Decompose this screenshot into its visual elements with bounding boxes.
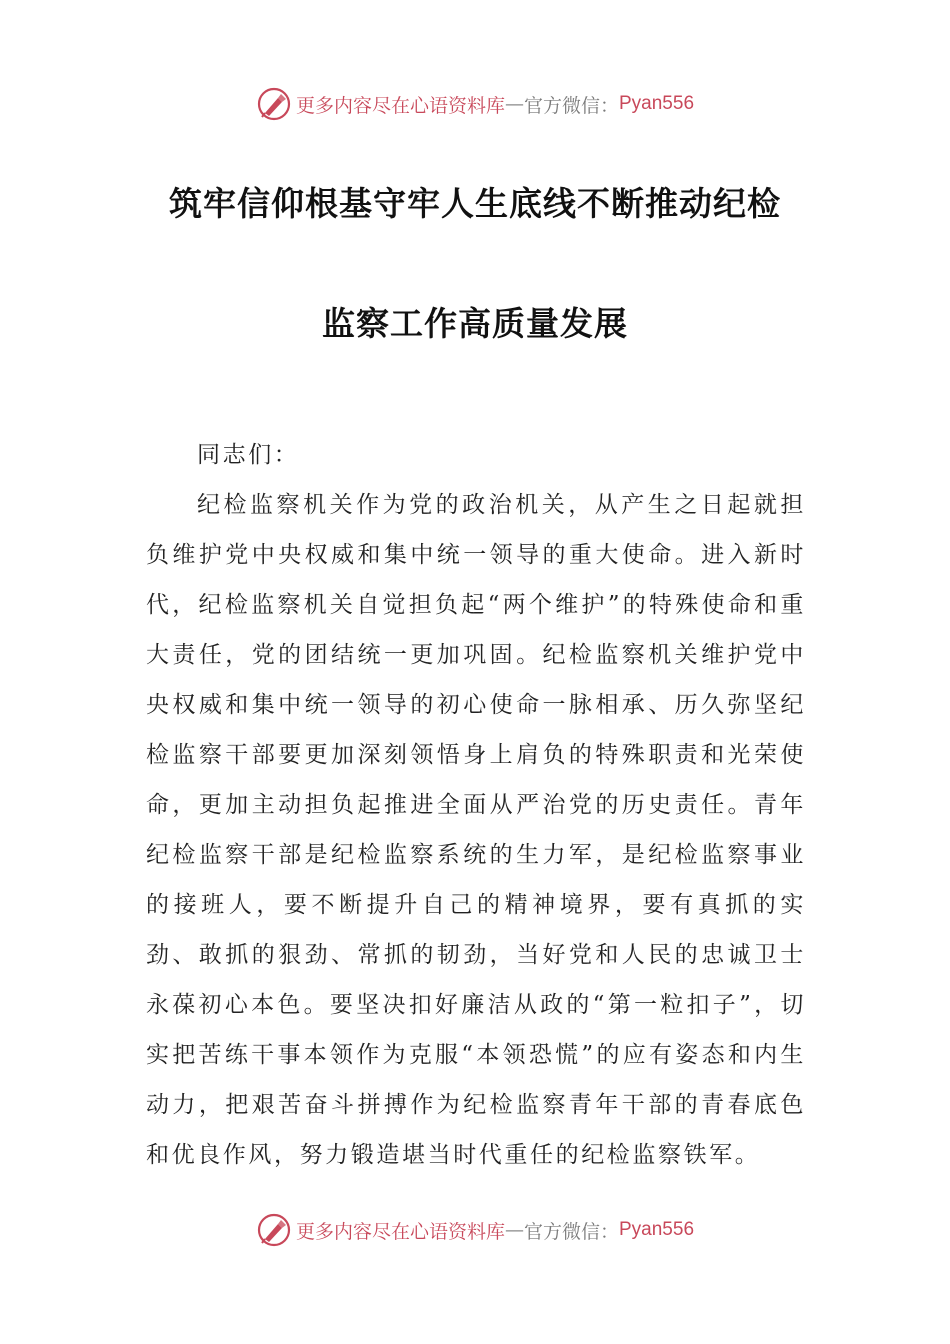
footer-watermark-banner [0, 1212, 950, 1248]
banner-site-text: 更多内容尽在心语资料库 [295, 1220, 505, 1243]
banner-separator: — [504, 93, 524, 115]
banner-wechat-id: Pyan556 [619, 1219, 695, 1240]
banner-site-text: 更多内容尽在心语资料库 [295, 94, 505, 117]
body-paragraph: 纪检监察机关作为党的政治机关，从产生之日起就担负维护党中央权威和集中统一领导的重大使命。进入新时代，纪检监察机关自觉担负起“两个维护”的特殊使命和重大责任，党的团结统一更加巩固。纪检监察机关维护党中央权威和集中统一领导的初心使命一脉相承、历久弥坚纪检监察干部要更加深刻领悟身上肩负的特殊职责和光荣使命，更加主动担负起推进全面从严治党的历史责任。青年纪检监察干部是纪检监察系统的生力军，是纪检监察事业的接班人，要不断提升自己的精神境界，要有真抓的实劲、敢抓的狠劲、常抓的韧劲，当好党和人民的忠诚卫士永葆初心本色。要坚决扣好廉洁从政的“第一粒扣子”，切实把苦练干事本领作为克服“本领恐慌”的应有姿态和内生动力，把艰苦奋斗拼搏作为纪检监察青年干部的青春底色和优良作风，努力锻造堪当时代重任的纪检监察铁军。 [146, 492, 806, 1168]
pen-nib-logo-icon [256, 86, 292, 122]
banner-wechat-label: 官方微信： [523, 94, 619, 117]
pen-nib-logo-icon [256, 1212, 292, 1248]
salutation: 同志们： [197, 442, 300, 468]
document-title-line-2: 监察工作高质量发展 [322, 304, 628, 343]
banner-wechat-id: Pyan556 [619, 93, 695, 114]
banner-wechat-label: 官方微信： [523, 1220, 619, 1243]
banner-separator: — [504, 1219, 524, 1241]
header-watermark-banner [0, 86, 950, 122]
document-title-line-1: 筑牢信仰根基守牢人生底线不断推动纪检 [169, 184, 781, 223]
